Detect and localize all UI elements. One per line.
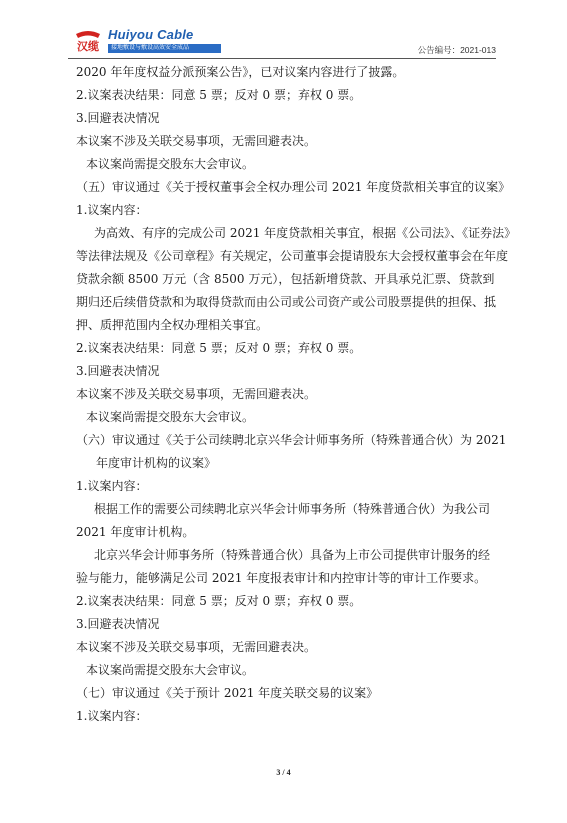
body-line: 3.回避表决情况 <box>76 617 160 631</box>
body-line: 押、质押范围内全权办理相关事宜。 <box>76 318 269 332</box>
body-line: 1.议案内容： <box>76 479 148 493</box>
body-line: 2.议案表决结果：同意 5 票；反对 0 票；弃权 0 票。 <box>76 88 362 102</box>
body-line: 1.议案内容： <box>76 709 148 723</box>
section-heading: 年度审计机构的议案》 <box>96 456 217 470</box>
body-line: 3.回避表决情况 <box>76 111 160 125</box>
body-line: 本议案尚需提交股东大会审议。 <box>86 663 255 677</box>
body-line: 本议案尚需提交股东大会审议。 <box>86 410 255 424</box>
body-line: 等法律法规及《公司章程》有关规定，公司董事会提请股东大会授权董事会在年度 <box>76 249 509 263</box>
body-line: 验与能力，能够满足公司 2021 年度报表审计和内控审计等的审计工作要求。 <box>76 571 487 585</box>
logo-mark-icon <box>74 30 102 52</box>
logo-cn-text: 汉缆 <box>77 40 99 52</box>
logo-tagline: 接地敷设与敷设高效安全成品 <box>108 44 221 53</box>
logo-name: Huiyou Cable <box>108 27 194 42</box>
section-heading: （五）审议通过《关于授权董事会全权办理公司 2021 年度贷款相关事宜的议案》 <box>76 180 511 194</box>
body-line: 2.议案表决结果：同意 5 票；反对 0 票；弃权 0 票。 <box>76 341 362 355</box>
body-line: 贷款余额 8500 万元（含 8500 万元），包括新增贷款、开具承兑汇票、贷款到 <box>76 272 495 286</box>
body-line: 本议案不涉及关联交易事项，无需回避表决。 <box>76 640 317 654</box>
body-line: 根据工作的需要公司续聘北京兴华会计师事务所（特殊普通合伙）为我公司 <box>94 502 491 516</box>
body-line: 为高效、有序的完成公司 2021 年度贷款相关事宜，根据《公司法》、《证券法》 <box>94 226 517 240</box>
body-line: 1.议案内容： <box>76 203 148 217</box>
body-line: 本议案不涉及关联交易事项，无需回避表决。 <box>76 387 317 401</box>
page-number: 3 / 4 <box>276 768 291 777</box>
page-header <box>68 22 496 59</box>
section-heading: （六）审议通过《关于公司续聘北京兴华会计师事务所（特殊普通合伙）为 2021 <box>76 433 507 447</box>
body-line: 北京兴华会计师事务所（特殊普通合伙）具备为上市公司提供审计服务的经 <box>94 548 491 562</box>
body-line: 2020 年年度权益分派预案公告》，已对议案内容进行了披露。 <box>76 65 405 79</box>
body-line: 本议案尚需提交股东大会审议。 <box>86 157 255 171</box>
body-line: 3.回避表决情况 <box>76 364 160 378</box>
section-heading: （七）审议通过《关于预计 2021 年度关联交易的议案》 <box>76 686 379 700</box>
body-line: 2.议案表决结果：同意 5 票；反对 0 票；弃权 0 票。 <box>76 594 362 608</box>
body-line: 期归还后续借贷款和为取得贷款而由公司或公司资产或公司股票提供的担保、抵 <box>76 295 497 309</box>
body-line: 本议案不涉及关联交易事项，无需回避表决。 <box>76 134 317 148</box>
body-line: 2021 年度审计机构。 <box>76 525 195 539</box>
announcement-number: 公告编号：2021-013 <box>417 45 496 55</box>
company-logo <box>68 24 248 54</box>
